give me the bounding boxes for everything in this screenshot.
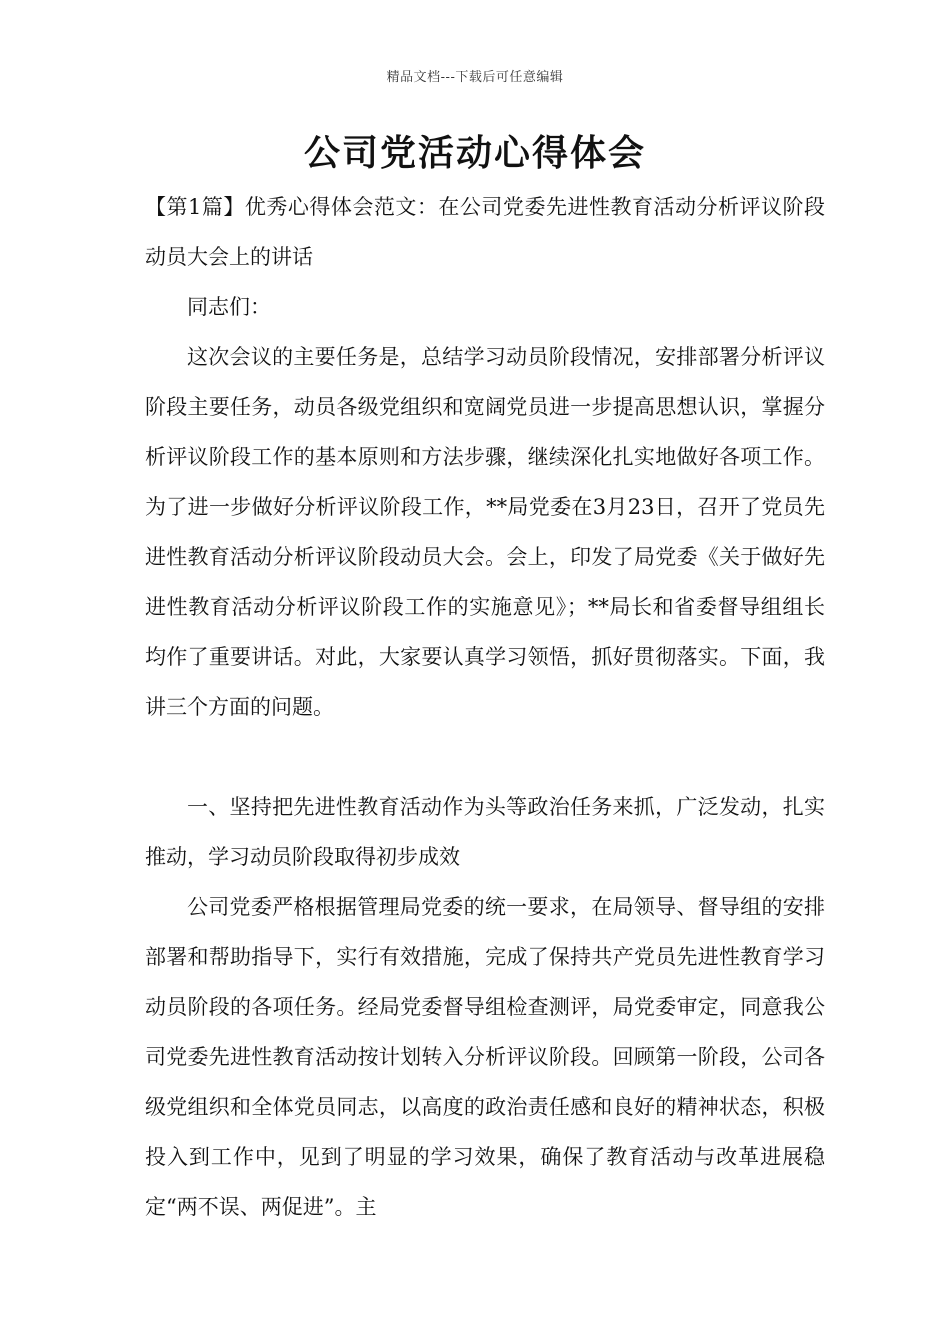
salutation: 同志们： — [187, 295, 271, 319]
header-note: 精品文档---下载后可任意编辑 — [386, 70, 564, 85]
section-heading-1: 一、坚持把先进性教育活动作为头等政治任务来抓，广泛发动，扎实推动，学习动员阶段取得初步成效 — [145, 795, 825, 869]
blank-line — [145, 732, 825, 782]
paragraph-1: 这次会议的主要任务是，总结学习动员阶段情况，安排部署分析评议阶段主要任务，动员各级党组织和宽阔党员进一步提高思想认识，掌握分析评议阶段工作的基本原则和方法步骤，继续深化扎实地做好各项工作。为了进一步做好分析评议阶段工作，**局党委在3月23日，召开了党员先进性教育活动分析评议阶段动员大会。会上，印发了局党委《关于做好先进性教育活动分析评议阶段工作的实施意见》；**局长和省委督导组组长均作了重要讲话。对此，大家要认真学习领悟，抓好贯彻落实。下面，我讲三个方面的问题。 — [145, 345, 825, 719]
document-body — [145, 182, 825, 1232]
subtitle: 【第1篇】优秀心得体会范文：在公司党委先进性教育活动分析评议阶段动员大会上的讲话 — [145, 195, 825, 269]
paragraph-2: 公司党委严格根据管理局党委的统一要求，在局领导、督导组的安排部署和帮助指导下，实行有效措施，完成了保持共产党员先进性教育学习动员阶段的各项任务。经局党委督导组检查测评，局党委审定，同意我公司党委先进性教育活动按计划转入分析评议阶段。回顾第一阶段，公司各级党组织和全体党员同志，以高度的政治责任感和良好的精神状态，积极投入到工作中，见到了明显的学习效果，确保了教育活动与改革进展稳定“两不误、两促进”。主 — [145, 895, 825, 1219]
document-title: 公司党活动心得体会 — [303, 132, 646, 174]
